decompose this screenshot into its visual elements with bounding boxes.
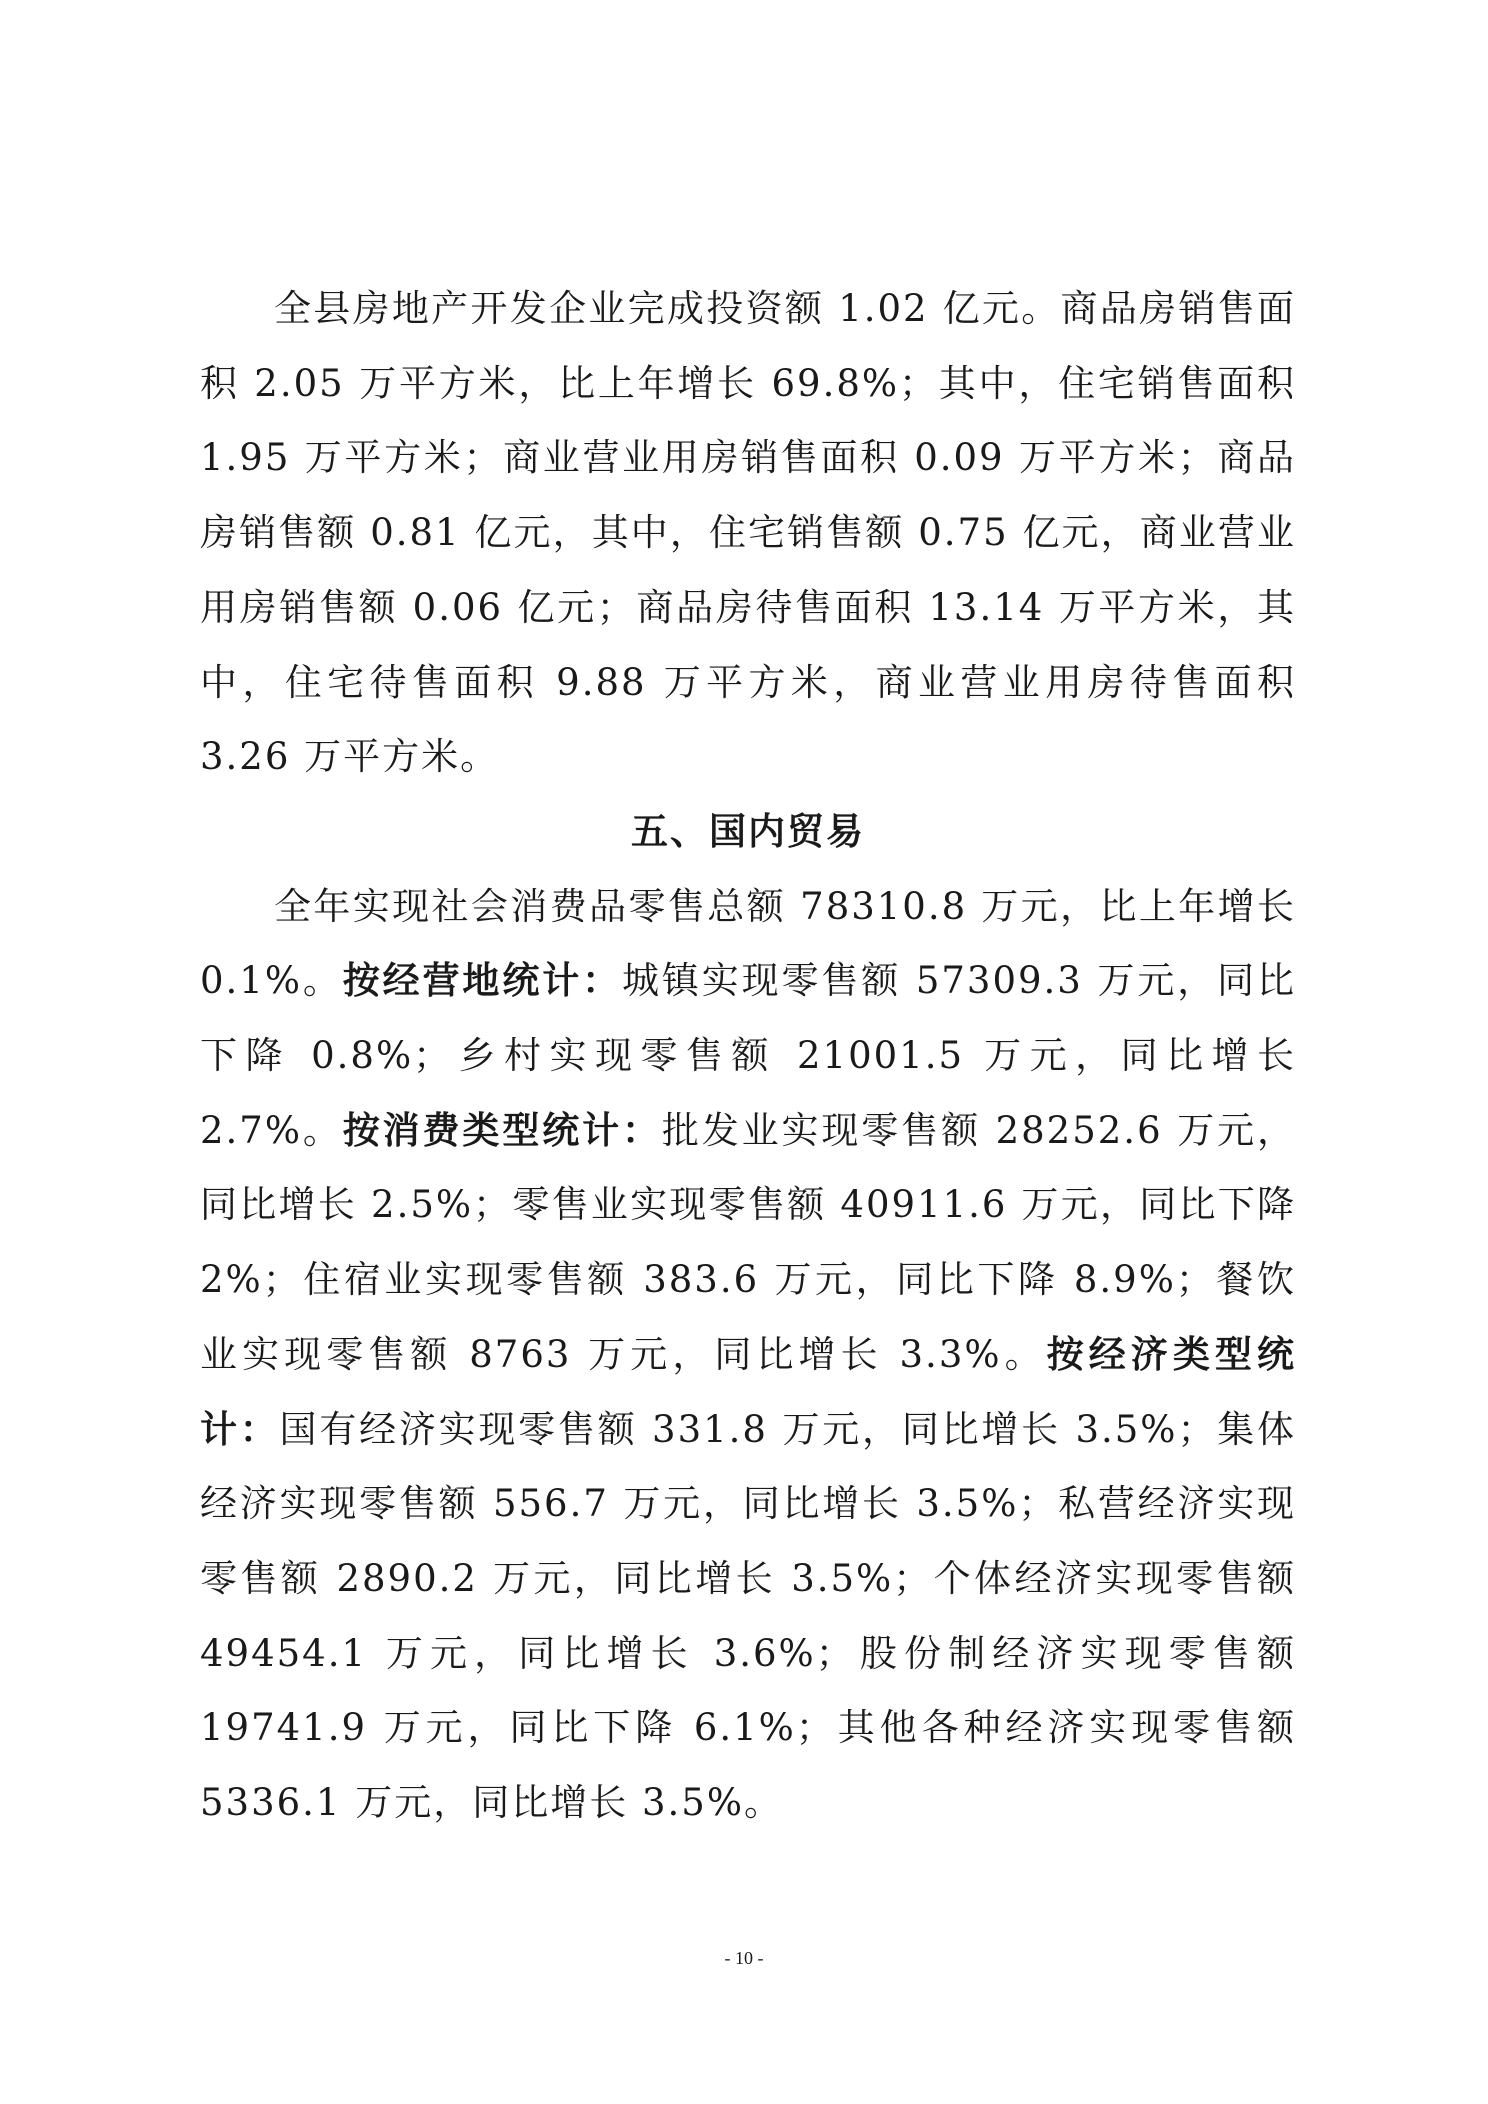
retail-intro-text: 全年实现社会消费品零售总额 78310.8 万元，比上年增长 0.1%。 — [200, 884, 1296, 1003]
paragraph-retail-sales — [200, 870, 1296, 1841]
retail-location-text: 城镇实现零售额 57309.3 万元，同比下降 0.8%；乡村实现零售额 21001.5 万元，同比增长 2.7%。 — [200, 959, 1297, 1152]
label-by-location: 按经营地统计： — [342, 959, 622, 1003]
paragraph-real-estate: 全县房地产开发企业完成投资额 1.02 亿元。商品房销售面积 2.05 万平方米，比上年增长 69.8%；其中，住宅销售面积 1.95 万平方米；商业营业用房销售面积 0.09 万平方米；商品房销售额 0.81 亿元，其中，住宅销售额 0.75 亿元，商业营业用房销售额 0.06 亿元；商品房待售面积 13.14 万平方米，其中，住宅待售面积 9.88 万平方米，商业营业用房待售面积 3.26 万平方米。 — [200, 287, 1296, 779]
page-number: - 10 - — [724, 1948, 764, 1968]
retail-consumption-text: 批发业实现零售额 28252.6 万元，同比增长 2.5%；零售业实现零售额 40911.6 万元，同比下降 2%；住宿业实现零售额 383.6 万元，同比下降 8.9%；餐饮业实现零售额 8763 万元，同比增长 3.3%。 — [200, 1108, 1297, 1376]
retail-economy-text: 国有经济实现零售额 331.8 万元，同比增长 3.5%；集体经济实现零售额 556.7 万元，同比增长 3.5%；私营经济实现零售额 2890.2 万元，同比增长 3.5%；个体经济实现零售额 49454.1 万元，同比增长 3.6%；股份制经济实现零售额 19741.9 万元，同比下降 6.1%；其他各种经济实现零售额 5336.1 万元，同比增长 3.5%。 — [200, 1407, 1296, 1825]
section-heading-domestic-trade: 五、国内贸易 — [631, 809, 865, 853]
label-by-economy-type: 按经济类型统计： — [200, 1332, 1296, 1451]
label-by-consumption-type: 按消费类型统计： — [342, 1108, 662, 1152]
document-body — [200, 272, 1296, 1841]
